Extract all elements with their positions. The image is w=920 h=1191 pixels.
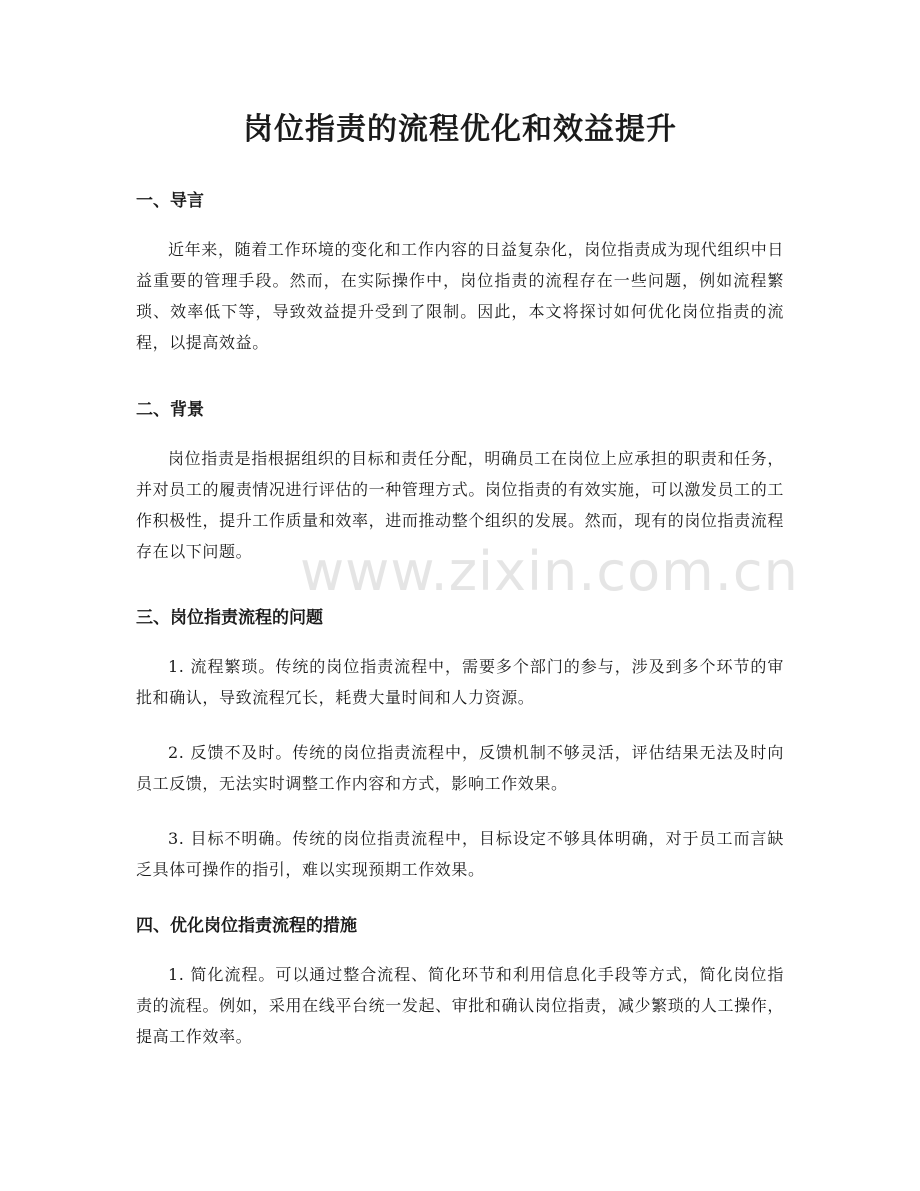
- section-heading-measures: 四、优化岗位指责流程的措施: [136, 916, 357, 936]
- paragraph-intro: 近年来，随着工作环境的变化和工作内容的日益复杂化，岗位指责成为现代组织中日益重要的管理手段。然而，在实际操作中，岗位指责的流程存在一些问题，例如流程繁琐、效率低下等，导致效益提升受到了限制。因此，本文将探讨如何优化岗位指责的流程，以提高效益。: [136, 240, 784, 352]
- paragraph-background: 岗位指责是指根据组织的目标和责任分配，明确员工在岗位上应承担的职责和任务，并对员工的履责情况进行评估的一种管理方式。岗位指责的有效实施，可以激发员工的工作积极性，提升工作质量和效率，进而推动整个组织的发展。然而，现有的岗位指责流程存在以下问题。: [136, 449, 784, 561]
- paragraph-measure-1: 1. 简化流程。可以通过整合流程、简化环节和利用信息化手段等方式，简化岗位指责的流程。例如，采用在线平台统一发起、审批和确认岗位指责，减少繁琐的人工操作，提高工作效率。: [136, 965, 784, 1046]
- document-title: 岗位指责的流程优化和效益提升: [243, 112, 677, 147]
- paragraph-problem-2: 2. 反馈不及时。传统的岗位指责流程中，反馈机制不够灵活，评估结果无法及时向员工反馈，无法实时调整工作内容和方式，影响工作效果。: [136, 743, 784, 793]
- section-heading-intro: 一、导言: [136, 191, 204, 211]
- section-heading-problems: 三、岗位指责流程的问题: [136, 608, 323, 628]
- paragraph-problem-1: 1. 流程繁琐。传统的岗位指责流程中，需要多个部门的参与，涉及到多个环节的审批和确认，导致流程冗长，耗费大量时间和人力资源。: [136, 657, 784, 707]
- paragraph-problem-3: 3. 目标不明确。传统的岗位指责流程中，目标设定不够具体明确，对于员工而言缺乏具体可操作的指引，难以实现预期工作效果。: [136, 829, 784, 879]
- watermark-text: www.zixin.com.cn: [300, 540, 799, 603]
- section-heading-background: 二、背景: [136, 400, 204, 420]
